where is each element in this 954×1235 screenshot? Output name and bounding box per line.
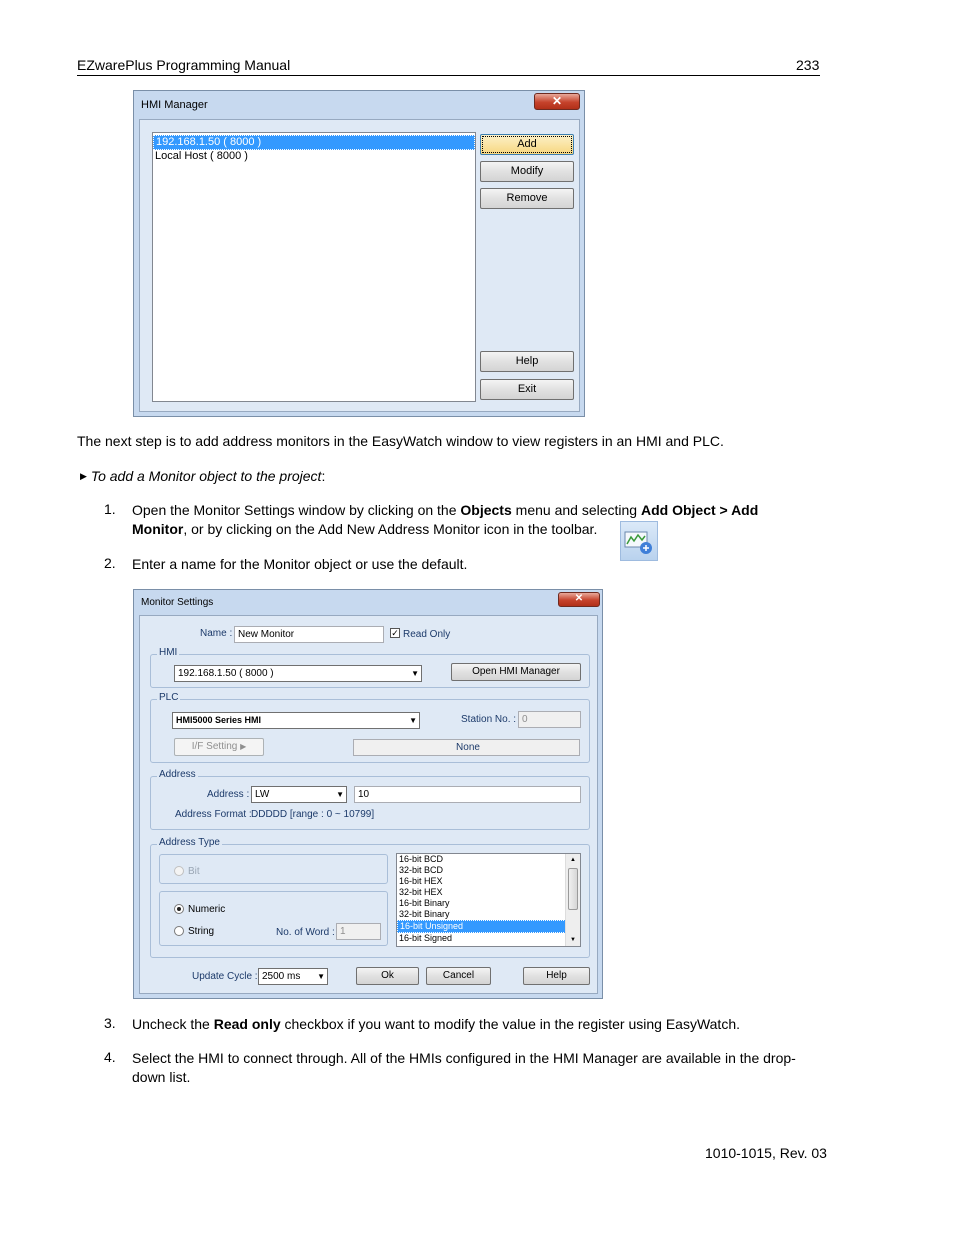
plc-group-label: PLC [159,692,179,703]
list-item[interactable]: 16-bit BCD [399,854,444,864]
step-3-bold-read-only: Read only [213,1016,281,1032]
if-value-field: None [353,739,580,756]
exit-button[interactable]: Exit [480,379,574,400]
address-label: Address : [207,789,250,800]
step-number: 4. [104,1049,116,1065]
if-setting-button[interactable] [174,738,264,756]
intro-paragraph: The next step is to add address monitors in the EasyWatch window to view registers in an HMI and PLC. [77,433,724,449]
scroll-up-icon[interactable]: ▲ [570,857,576,863]
update-cycle-select[interactable] [258,968,328,985]
monitor-settings-window [133,589,603,999]
address-format-label: Address Format : [175,809,252,820]
station-label: Station No. : [461,714,517,725]
open-hmi-manager-button[interactable]: Open HMI Manager [451,663,581,681]
address-format-value: DDDDD [range : 0 ~ 10799] [251,809,375,820]
numeric-radio[interactable] [174,904,184,914]
header-rule [77,75,820,76]
list-item[interactable]: 16-bit Signed [399,933,453,943]
step-3-text-a: Uncheck the [132,1016,214,1032]
hmi-group-label: HMI [159,647,178,658]
hmi-manager-window [133,90,585,417]
list-item[interactable]: 192.168.1.50 ( 8000 ) [153,135,475,150]
list-item[interactable]: 32-bit HEX [399,887,443,897]
close-icon[interactable]: ✕ [558,592,600,607]
page-number: 233 [796,57,820,73]
numeric-label: Numeric [188,904,226,915]
data-format-list[interactable] [396,853,581,947]
bit-radio[interactable] [174,866,184,876]
string-label: String [188,926,215,937]
step-number: 2. [104,555,116,571]
monitor-settings-client [139,615,598,994]
plc-group [150,692,590,763]
plc-select[interactable] [172,712,420,729]
scroll-thumb[interactable] [568,868,578,910]
string-radio[interactable] [174,926,184,936]
step-text [132,1049,832,1087]
station-field[interactable]: 0 [518,711,581,728]
update-cycle-value: 2500 ms [262,971,301,982]
address-type-group [150,837,590,958]
monitor-settings-title: Monitor Settings [141,597,214,608]
hmi-manager-client [139,119,580,412]
chevron-down-icon: ▼ [411,669,419,678]
list-item[interactable]: 16-bit HEX [399,876,443,886]
address-group-label: Address [159,769,196,780]
address-type-group-label: Address Type [159,837,220,848]
document-revision: 1010-1015, Rev. 03 [705,1145,827,1161]
if-setting-label: I/F Setting [191,741,238,752]
step-1-text-b: menu and selecting [511,502,641,518]
hmi-select[interactable] [174,665,422,682]
address-device-value: LW [255,789,270,800]
step-4-line-1: Select the HMI to connect through. All of the HMIs configured in the HMI Manager are available in the drop- [132,1050,796,1066]
hmi-list[interactable] [152,132,476,402]
step-text [132,1015,740,1034]
arrow-icon: ▶ [80,471,87,481]
scroll-down-icon[interactable]: ▼ [570,937,576,943]
add-new-address-monitor-icon [620,521,658,561]
address-group [150,769,590,830]
address-field[interactable]: 10 [354,786,581,803]
step-3-text-b: checkbox if you want to modify the value in the register using EasyWatch. [280,1016,740,1032]
step-1-bold-monitor: Monitor [132,521,184,537]
ok-button[interactable]: Ok [356,967,419,985]
header-title: EZwarePlus Programming Manual [77,57,291,73]
address-device-select[interactable] [251,786,347,803]
help-button[interactable]: Help [523,967,590,985]
word-subgroup [159,891,388,946]
list-item[interactable]: 16-bit Binary [399,898,450,908]
data-format-items [397,854,566,944]
name-field[interactable]: New Monitor [234,626,384,643]
step-number: 3. [104,1015,116,1031]
chevron-down-icon: ▼ [336,790,344,799]
name-label: Name : [200,628,233,639]
list-item[interactable]: Local Host ( 8000 ) [155,150,248,162]
cancel-button[interactable]: Cancel [426,967,491,985]
list-item[interactable]: 32-bit BCD [399,865,444,875]
step-4-line-2: down list. [132,1069,191,1085]
step-1-text-a: Open the Monitor Settings window by clicking on the [132,502,461,518]
plc-select-value: HMI5000 Series HMI [176,715,262,725]
bit-subgroup [159,854,388,884]
read-only-label: Read Only [403,629,451,640]
help-button[interactable]: Help [480,351,574,372]
no-of-word-label: No. of Word : [276,927,335,938]
no-of-word-field[interactable]: 1 [336,923,381,940]
chevron-down-icon: ▼ [409,716,417,725]
bit-label: Bit [188,866,200,877]
procedure-heading [80,467,325,488]
step-text [132,501,812,539]
close-icon[interactable]: ✕ [534,93,580,110]
add-button[interactable]: Add [480,134,574,155]
step-1-bold-objects: Objects [460,502,512,518]
procedure-colon: : [321,468,326,484]
step-number: 1. [104,501,116,517]
hmi-manager-title: HMI Manager [141,99,208,111]
update-cycle-label: Update Cycle : [192,971,258,982]
hmi-select-value: 192.168.1.50 ( 8000 ) [178,668,274,679]
chevron-right-icon: ▶ [240,742,247,751]
read-only-checkbox[interactable]: ✓ [391,628,399,638]
hmi-group [150,647,590,688]
step-1-text-c: , or by clicking on the Add New Address Monitor icon in the toolbar. [183,521,598,537]
procedure-heading-text: To add a Monitor object to the project [90,468,322,484]
list-item[interactable]: 16-bit Unsigned [397,920,566,933]
scrollbar[interactable] [565,854,580,946]
modify-button[interactable]: Modify [480,161,574,182]
remove-button[interactable]: Remove [480,188,574,209]
step-1-bold-add-object: Add Object > Add [640,502,759,518]
chevron-down-icon: ▼ [317,972,325,981]
step-text: Enter a name for the Monitor object or use the default. [132,556,468,572]
list-item[interactable]: 32-bit Binary [399,909,450,919]
